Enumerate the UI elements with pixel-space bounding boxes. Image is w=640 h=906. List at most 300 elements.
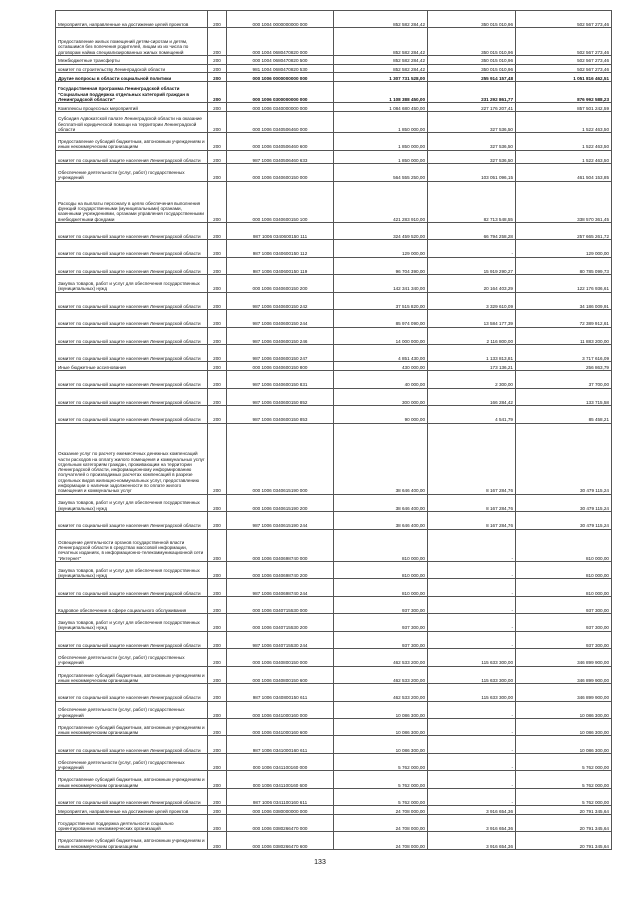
row-name: комитет по социальной защите населения Ленинградской области [56,257,208,274]
unexecuted-amount: 502 567 273,46 [516,64,612,73]
row-name: комитет по социальной защите населения Ленинградской области [56,345,208,362]
row-name: Оказание услуг по расчету ежемесячных денежных компенсаций части расходов на оплату жилого помещения и коммунальных услуг отдельным категориям граждан, проживающим на территории Ленинградской области, информационному информированию получателей о производимых расчетах компенсаций в разрезе отдельных видов жилищно-коммунальных услуг, предоставлению информации о наличии задолженности по оплате жилого помещения и коммунальных услуг [56,423,208,494]
table-row [56,649,612,666]
table-row [56,806,612,815]
table-row [56,82,612,103]
unexecuted-amount: 37 700,00 [516,371,612,388]
row-name: Государственная программа Ленинградской области "Социальная поддержка отдельных категорий граждан в Ленинградской области" [56,82,208,103]
table-row [56,719,612,736]
executed-amount: 115 633 300,00 [428,666,516,683]
row-code: 200 [208,423,227,494]
row-name: комитет по строительству Ленинградской области [56,64,208,73]
executed-amount: 103 051 096,15 [428,164,516,181]
row-classification-code: 000 1006 0340715530 200 [227,614,334,631]
row-code: 200 [208,275,227,292]
row-classification-code: 000 1006 0300000000 000 [227,82,334,103]
unexecuted-amount: 30 479 115,24 [516,423,612,494]
row-classification-code: 987 1006 0340600150 852 [227,388,334,405]
approved-amount: 462 533 200,00 [334,649,428,666]
executed-amount: 3 916 654,36 [428,806,516,815]
executed-amount: - [428,771,516,788]
unexecuted-amount: 72 389 912,61 [516,310,612,327]
unexecuted-amount: 502 567 273,46 [516,11,612,28]
row-classification-code: 000 1006 0340600150 200 [227,275,334,292]
table-row [56,814,612,831]
executed-amount: 13 584 177,39 [428,310,516,327]
row-classification-code: 987 1006 0340600150 112 [227,240,334,257]
table-row [56,494,612,511]
approved-amount: 24 708 000,00 [334,832,428,850]
row-name: комитет по социальной защите населения Ленинградской области [56,327,208,344]
row-code: 200 [208,28,227,55]
row-classification-code: 000 1006 0341100160 000 [227,753,334,770]
executed-amount: 350 015 010,96 [428,55,516,64]
row-code: 200 [208,240,227,257]
row-code: 200 [208,150,227,164]
row-name: Государственная поддержка деятельности социально ориентированных некоммерческих организаций [56,814,208,831]
table-row [56,240,612,257]
unexecuted-amount: 5 762 000,00 [516,788,612,805]
executed-amount: 3 329 610,09 [428,292,516,309]
unexecuted-amount: 20 791 345,64 [516,814,612,831]
approved-amount: 810 000,00 [334,579,428,596]
row-classification-code: 000 1006 0340715530 000 [227,596,334,613]
approved-amount: 430 000,00 [334,362,428,371]
row-code: 200 [208,371,227,388]
executed-amount: 15 919 290,27 [428,257,516,274]
row-code: 200 [208,701,227,718]
approved-amount: 10 086 300,00 [334,719,428,736]
row-classification-code: 987 1006 0340506460 633 [227,150,334,164]
executed-amount: 1 133 813,81 [428,345,516,362]
row-classification-code: 987 1006 0340600150 242 [227,292,334,309]
approved-amount: 38 646 400,00 [334,512,428,529]
row-name: Обеспечение деятельности (услуг, работ) государственных учреждений [56,701,208,718]
row-classification-code: 987 1006 0340715530 244 [227,631,334,648]
table-row [56,310,612,327]
executed-amount: 115 633 300,00 [428,649,516,666]
unexecuted-amount: 857 501 242,59 [516,103,612,112]
approved-amount: 462 533 200,00 [334,666,428,683]
approved-amount: 40 000,00 [334,371,428,388]
table-row [56,596,612,613]
unexecuted-amount: 5 762 000,00 [516,771,612,788]
unexecuted-amount: 85 458,21 [516,406,612,423]
table-row [56,736,612,753]
row-code: 200 [208,82,227,103]
unexecuted-amount: 257 665 261,72 [516,222,612,239]
row-name: Расходы на выплаты персоналу в целях обеспечения выполнения функций государственными (муниципальными) органами, казенными учреждениями, органами управления государственными внебюджетными фондами [56,181,208,222]
unexecuted-amount: 11 883 200,00 [516,327,612,344]
row-classification-code: 000 1006 0340698740 000 [227,529,334,561]
unexecuted-amount: 346 899 900,00 [516,684,612,701]
row-classification-code: 987 1006 0340600150 247 [227,345,334,362]
executed-amount: - [428,753,516,770]
row-name: комитет по социальной защите населения Ленинградской области [56,684,208,701]
unexecuted-amount: 30 479 115,24 [516,512,612,529]
table-row [56,684,612,701]
approved-amount: 5 762 000,00 [334,788,428,805]
row-code: 200 [208,666,227,683]
row-name: Предоставление субсидий бюджетным, автономным учреждениям и иным некоммерческим организациям [56,832,208,850]
unexecuted-amount: 937 300,00 [516,596,612,613]
row-name: Предоставление субсидий бюджетным, автономным учреждениям и иным некоммерческим организациям [56,771,208,788]
row-code: 200 [208,222,227,239]
row-code: 200 [208,292,227,309]
row-name: Комплексы процессных мероприятий [56,103,208,112]
budget-table [55,10,612,850]
table-row [56,631,612,648]
approved-amount: 852 582 284,42 [334,55,428,64]
table-row [56,771,612,788]
approved-amount: 90 000,00 [334,406,428,423]
row-code: 200 [208,310,227,327]
page-number: 133 [314,859,326,866]
table-row [56,133,612,150]
approved-amount: 129 000,00 [334,240,428,257]
table-row [56,529,612,561]
unexecuted-amount: 810 000,00 [516,529,612,561]
row-code: 200 [208,11,227,28]
approved-amount: 852 582 284,42 [334,64,428,73]
approved-amount: 24 708 000,00 [334,806,428,815]
row-name: Освещение деятельности органов государственной власти Ленинградской области в средствах массовой информации, печатных изданиях, в информационно-телекоммуникационной сети "Интернет" [56,529,208,561]
row-classification-code: 000 1006 0341000160 600 [227,719,334,736]
row-name: Иные бюджетные ассигнования [56,362,208,371]
table-row [56,73,612,82]
row-code: 200 [208,529,227,561]
executed-amount: 255 914 157,48 [428,73,516,82]
approved-amount: 5 762 000,00 [334,771,428,788]
row-classification-code: 000 1006 0341000160 000 [227,701,334,718]
row-name: Субсидия Адвокатской палате Ленинградской области на оказание бесплатной юридической помощи на территории Ленинградской области [56,111,208,132]
unexecuted-amount: 346 899 900,00 [516,649,612,666]
unexecuted-amount: 5 762 000,00 [516,753,612,770]
approved-amount: 852 582 284,42 [334,28,428,55]
row-name: Другие вопросы в области социальной политики [56,73,208,82]
row-name: комитет по социальной защите населения Ленинградской области [56,631,208,648]
table-row [56,64,612,73]
executed-amount: 8 167 284,76 [428,494,516,511]
row-code: 200 [208,103,227,112]
approved-amount: 38 646 400,00 [334,494,428,511]
executed-amount: 166 284,42 [428,388,516,405]
table-row [56,222,612,239]
table-row [56,388,612,405]
row-name: Закупка товаров, работ и услуг для обеспечения государственных (муниципальных) нужд [56,275,208,292]
row-code: 200 [208,579,227,596]
row-classification-code: 000 1006 0340506460 600 [227,133,334,150]
row-name: Обеспечение деятельности (услуг, работ) государственных учреждений [56,753,208,770]
approved-amount: 5 762 000,00 [334,753,428,770]
row-code: 200 [208,614,227,631]
approved-amount: 937 300,00 [334,614,428,631]
unexecuted-amount: 30 479 115,24 [516,494,612,511]
executed-amount: 8 167 284,76 [428,423,516,494]
row-name: комитет по социальной защите населения Ленинградской области [56,371,208,388]
row-code: 200 [208,257,227,274]
row-name: комитет по социальной защите населения Ленинградской области [56,788,208,805]
table-row [56,28,612,55]
row-classification-code: 000 1006 0340000000 000 [227,103,334,112]
row-classification-code: 000 1004 0680470820 000 [227,28,334,55]
unexecuted-amount: 10 086 300,00 [516,701,612,718]
executed-amount: 327 536,50 [428,133,516,150]
row-code: 200 [208,631,227,648]
unexecuted-amount: 937 300,00 [516,614,612,631]
table-row [56,181,612,222]
row-name: Закупка товаров, работ и услуг для обеспечения государственных (муниципальных) нужд [56,494,208,511]
approved-amount: 810 000,00 [334,529,428,561]
row-classification-code: 000 1006 0380266470 000 [227,814,334,831]
row-name: комитет по социальной защите населения Ленинградской области [56,222,208,239]
table-row [56,345,612,362]
row-code: 200 [208,771,227,788]
executed-amount: 66 794 258,28 [428,222,516,239]
approved-amount: 462 533 200,00 [334,684,428,701]
row-code: 200 [208,814,227,831]
row-code: 200 [208,327,227,344]
approved-amount: 564 555 250,00 [334,164,428,181]
row-classification-code: 987 1006 0340600150 111 [227,222,334,239]
row-classification-code: 987 1006 0340800150 611 [227,684,334,701]
approved-amount: 1 850 000,00 [334,111,428,132]
unexecuted-amount: 461 504 153,85 [516,164,612,181]
executed-amount: 173 136,21 [428,362,516,371]
table-row [56,614,612,631]
approved-amount: 38 646 400,00 [334,423,428,494]
row-classification-code: 000 1006 0340600150 800 [227,362,334,371]
row-code: 200 [208,753,227,770]
row-name: Предоставление субсидий бюджетным, автономным учреждениям и иным некоммерческим организациям [56,666,208,683]
table-row [56,579,612,596]
row-classification-code: 000 1006 0340506460 000 [227,111,334,132]
table-row [56,701,612,718]
row-name: Предоставление субсидий бюджетным, автономным учреждениям и иным некоммерческим организациям [56,133,208,150]
unexecuted-amount: 34 186 009,91 [516,292,612,309]
approved-amount: 852 582 284,42 [334,11,428,28]
executed-amount: 20 164 403,29 [428,275,516,292]
row-code: 200 [208,64,227,73]
unexecuted-amount: 10 086 300,00 [516,719,612,736]
row-classification-code: 987 1006 0340600150 244 [227,310,334,327]
table-row [56,512,612,529]
table-row [56,292,612,309]
unexecuted-amount: 1 522 463,50 [516,111,612,132]
row-code: 200 [208,719,227,736]
executed-amount: - [428,240,516,257]
unexecuted-amount: 1 051 816 462,51 [516,73,612,82]
row-classification-code: 000 1006 0340800150 600 [227,666,334,683]
unexecuted-amount: 20 791 345,64 [516,832,612,850]
executed-amount: - [428,614,516,631]
row-code: 200 [208,164,227,181]
approved-amount: 324 459 520,00 [334,222,428,239]
approved-amount: 96 704 390,00 [334,257,428,274]
approved-amount: 10 086 300,00 [334,736,428,753]
approved-amount: 1 850 000,00 [334,133,428,150]
row-name: комитет по социальной защите населения Ленинградской области [56,736,208,753]
row-name: Предоставление субсидий бюджетным, автономным учреждениям и иным некоммерческим организациям [56,719,208,736]
executed-amount: - [428,701,516,718]
executed-amount: 231 292 861,77 [428,82,516,103]
row-code: 200 [208,111,227,132]
row-name: Кадровое обеспечение в сфере социального обслуживания [56,596,208,613]
row-code: 200 [208,494,227,511]
unexecuted-amount: 502 567 273,46 [516,28,612,55]
row-name: комитет по социальной защите населения Ленинградской области [56,292,208,309]
row-name: Мероприятия, направленные на достижение целей проектов [56,806,208,815]
unexecuted-amount: 1 522 463,50 [516,150,612,164]
unexecuted-amount: 1 522 463,50 [516,133,612,150]
row-name: Закупка товаров, работ и услуг для обеспечения государственных (муниципальных) нужд [56,614,208,631]
row-classification-code: 000 1006 0340615190 000 [227,423,334,494]
unexecuted-amount: 346 899 900,00 [516,666,612,683]
table-row [56,561,612,578]
executed-amount: 8 167 284,76 [428,512,516,529]
unexecuted-amount: 3 717 616,09 [516,345,612,362]
row-code: 200 [208,649,227,666]
row-classification-code: 000 1006 0380266470 600 [227,832,334,850]
row-classification-code: 000 1006 0340800150 000 [227,649,334,666]
executed-amount: 115 633 300,00 [428,684,516,701]
table-row [56,362,612,371]
executed-amount: - [428,631,516,648]
executed-amount: 350 015 010,96 [428,11,516,28]
approved-amount: 37 515 820,00 [334,292,428,309]
executed-amount: 3 916 654,36 [428,814,516,831]
row-code: 200 [208,512,227,529]
unexecuted-amount: 502 567 273,46 [516,55,612,64]
row-name: комитет по социальной защите населения Ленинградской области [56,310,208,327]
approved-amount: 421 283 910,00 [334,181,428,222]
row-name: Обеспечение деятельности (услуг, работ) государственных учреждений [56,649,208,666]
executed-amount: 327 536,50 [428,150,516,164]
approved-amount: 810 000,00 [334,561,428,578]
row-name: комитет по социальной защите населения Ленинградской области [56,406,208,423]
row-name: комитет по социальной защите населения Ленинградской области [56,579,208,596]
executed-amount: 350 015 010,96 [428,28,516,55]
executed-amount: 3 916 654,36 [428,832,516,850]
approved-amount: 4 851 430,00 [334,345,428,362]
unexecuted-amount: 20 791 345,64 [516,806,612,815]
table-row [56,666,612,683]
row-classification-code: 987 1006 0340698740 244 [227,579,334,596]
row-name: комитет по социальной защите населения Ленинградской области [56,388,208,405]
row-classification-code: 000 1006 0000000000 000 [227,73,334,82]
approved-amount: 24 708 000,00 [334,814,428,831]
table-row [56,111,612,132]
row-classification-code: 987 1006 0341100160 611 [227,788,334,805]
table-row [56,257,612,274]
executed-amount: - [428,529,516,561]
table-row [56,788,612,805]
row-classification-code: 000 1006 0341100160 600 [227,771,334,788]
row-classification-code: 000 1006 0340615190 200 [227,494,334,511]
approved-amount: 937 300,00 [334,596,428,613]
unexecuted-amount: 876 992 588,23 [516,82,612,103]
row-name: Обеспечение деятельности (услуг, работ) государственных учреждений [56,164,208,181]
row-classification-code: 987 1006 0340615190 244 [227,512,334,529]
approved-amount: 142 341 340,00 [334,275,428,292]
row-name: Мероприятия, направленные на достижение целей проектов [56,11,208,28]
executed-amount: 327 536,50 [428,111,516,132]
row-classification-code: 000 1004 0000000000 000 [227,11,334,28]
unexecuted-amount: 10 086 300,00 [516,736,612,753]
approved-amount: 1 108 388 450,00 [334,82,428,103]
table-row [56,55,612,64]
table-row [56,753,612,770]
executed-amount: - [428,596,516,613]
row-classification-code: 000 1006 0340600150 100 [227,181,334,222]
unexecuted-amount: 80 785 099,73 [516,257,612,274]
executed-amount: 4 541,79 [428,406,516,423]
unexecuted-amount: 810 000,00 [516,561,612,578]
row-code: 200 [208,788,227,805]
executed-amount: 2 300,00 [428,371,516,388]
row-classification-code: 000 1006 0380000000 000 [227,806,334,815]
row-classification-code: 000 1006 0340600150 000 [227,164,334,181]
approved-amount: 937 300,00 [334,631,428,648]
row-code: 200 [208,73,227,82]
row-code: 200 [208,406,227,423]
executed-amount: 350 015 010,96 [428,64,516,73]
row-code: 200 [208,832,227,850]
table-row [56,832,612,850]
approved-amount: 10 086 300,00 [334,701,428,718]
approved-amount: 300 000,00 [334,388,428,405]
unexecuted-amount: 338 570 361,45 [516,181,612,222]
unexecuted-amount: 122 176 936,61 [516,275,612,292]
executed-amount: - [428,579,516,596]
table-row [56,371,612,388]
approved-amount: 85 974 090,00 [334,310,428,327]
row-classification-code: 981 1004 0680470820 530 [227,64,334,73]
row-code: 200 [208,561,227,578]
table-row [56,150,612,164]
table-row [56,406,612,423]
table-row [56,103,612,112]
row-code: 200 [208,388,227,405]
row-classification-code: 987 1006 0340600150 831 [227,371,334,388]
executed-amount: 82 713 548,55 [428,181,516,222]
table-row [56,11,612,28]
row-classification-code: 987 1006 0341000160 611 [227,736,334,753]
row-code: 200 [208,684,227,701]
row-code: 200 [208,345,227,362]
row-classification-code: 000 1006 0340698740 200 [227,561,334,578]
executed-amount: - [428,736,516,753]
row-classification-code: 987 1006 0340600150 246 [227,327,334,344]
executed-amount: - [428,788,516,805]
executed-amount: 227 176 207,41 [428,103,516,112]
row-name: Межбюджетные трансферты [56,55,208,64]
row-code: 200 [208,181,227,222]
unexecuted-amount: 129 000,00 [516,240,612,257]
table-row [56,164,612,181]
row-name: комитет по социальной защите населения Ленинградской области [56,240,208,257]
table-row [56,327,612,344]
row-code: 200 [208,806,227,815]
unexecuted-amount: 810 000,00 [516,579,612,596]
row-classification-code: 987 1006 0340600150 119 [227,257,334,274]
row-code: 200 [208,133,227,150]
row-code: 200 [208,362,227,371]
row-code: 200 [208,596,227,613]
approved-amount: 1 850 000,00 [334,150,428,164]
executed-amount: - [428,719,516,736]
unexecuted-amount: 133 715,58 [516,388,612,405]
